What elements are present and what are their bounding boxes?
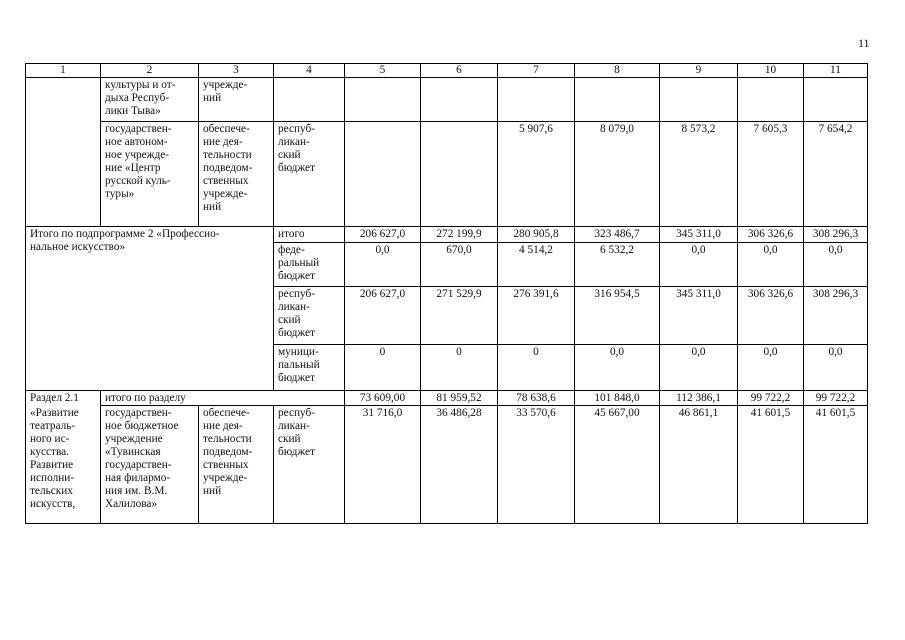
value-cell: 0 xyxy=(498,345,575,391)
value-cell: 41 601,5 xyxy=(804,406,868,524)
value-cell: 323 486,7 xyxy=(575,227,660,243)
table-row xyxy=(26,78,868,122)
value-cell: 101 848,0 xyxy=(575,391,660,406)
value-cell: 7 605,3 xyxy=(738,122,804,227)
value-cell: 316 954,5 xyxy=(575,287,660,345)
value-cell: 99 722,2 xyxy=(738,391,804,406)
col-header: 10 xyxy=(738,64,804,78)
value-cell: 308 296,3 xyxy=(804,227,868,243)
table-cell xyxy=(26,78,101,227)
value-cell: 99 722,2 xyxy=(804,391,868,406)
value-cell: 7 654,2 xyxy=(804,122,868,227)
budget-source-cell: респуб- ликан- ский бюджет xyxy=(274,122,345,227)
value-cell xyxy=(345,122,421,227)
value-cell: 8 573,2 xyxy=(660,122,738,227)
table-row xyxy=(26,122,868,227)
subprogram-total-label: Итого по подпрограмме 2 «Профессио- нальное искусство» xyxy=(26,227,274,391)
purpose-cell: обеспече- ние дея- тельности подведом- ственных учрежде- ний xyxy=(199,122,274,227)
value-cell: 306 326,6 xyxy=(738,227,804,243)
institution-cell: государствен- ное автоном- ное учрежде- ние «Центр русской куль- туры» xyxy=(101,122,199,227)
budget-table xyxy=(25,63,868,524)
value-cell: 345 311,0 xyxy=(660,227,738,243)
budget-source-cell: респуб- ликан- ский бюджет xyxy=(274,406,345,524)
header-row xyxy=(26,64,868,78)
budget-source-cell: феде- ральный бюджет xyxy=(274,243,345,287)
institution-cell: государствен- ное бюджетное учреждение «Тувинская государствен- ная филармо- ния им. В.М. Халилова» xyxy=(101,406,199,524)
value-cell: 78 638,6 xyxy=(498,391,575,406)
table-cell xyxy=(804,78,868,122)
institution-cell: культуры и от- дыха Респуб- лики Тыва» xyxy=(101,78,199,122)
section-label: Раздел 2.1 xyxy=(26,391,101,406)
value-cell: 0,0 xyxy=(738,243,804,287)
budget-source-cell: респуб- ликан- ский бюджет xyxy=(274,287,345,345)
col-header: 5 xyxy=(345,64,421,78)
section-total-label: итого по разделу xyxy=(101,391,345,406)
value-cell: 6 532,2 xyxy=(575,243,660,287)
value-cell: 0 xyxy=(345,345,421,391)
value-cell: 0,0 xyxy=(660,345,738,391)
value-cell: 280 905,8 xyxy=(498,227,575,243)
table-cell xyxy=(421,78,498,122)
value-cell: 81 959,52 xyxy=(421,391,498,406)
table-row xyxy=(26,227,868,243)
value-cell: 206 627,0 xyxy=(345,227,421,243)
value-cell xyxy=(421,122,498,227)
table-cell xyxy=(738,78,804,122)
col-header: 3 xyxy=(199,64,274,78)
col-header: 4 xyxy=(274,64,345,78)
value-cell: 0 xyxy=(421,345,498,391)
table-cell xyxy=(274,78,345,122)
col-header: 8 xyxy=(575,64,660,78)
table-row xyxy=(26,406,868,524)
value-cell: 206 627,0 xyxy=(345,287,421,345)
col-header: 2 xyxy=(101,64,199,78)
value-cell: 36 486,28 xyxy=(421,406,498,524)
value-cell: 4 514,2 xyxy=(498,243,575,287)
value-cell: 0,0 xyxy=(804,345,868,391)
value-cell: 41 601,5 xyxy=(738,406,804,524)
purpose-cell: учрежде- ний xyxy=(199,78,274,122)
value-cell: 0,0 xyxy=(738,345,804,391)
value-cell: 0,0 xyxy=(660,243,738,287)
col-header: 11 xyxy=(804,64,868,78)
table-cell xyxy=(575,78,660,122)
budget-source-cell: итого xyxy=(274,227,345,243)
budget-source-cell: муници- пальный бюджет xyxy=(274,345,345,391)
value-cell: 5 907,6 xyxy=(498,122,575,227)
value-cell: 0,0 xyxy=(345,243,421,287)
value-cell: 276 391,6 xyxy=(498,287,575,345)
page-number: 11 xyxy=(858,36,870,50)
value-cell: 46 861,1 xyxy=(660,406,738,524)
value-cell: 45 667,00 xyxy=(575,406,660,524)
table-cell xyxy=(498,78,575,122)
col-header: 6 xyxy=(421,64,498,78)
value-cell: 345 311,0 xyxy=(660,287,738,345)
value-cell: 670,0 xyxy=(421,243,498,287)
table-cell xyxy=(345,78,421,122)
value-cell: 33 570,6 xyxy=(498,406,575,524)
col-header: 1 xyxy=(26,64,101,78)
value-cell: 0,0 xyxy=(575,345,660,391)
section-title-cell: «Развитие театраль- ного ис- кусства. Развитие исполни- тельских искусств, xyxy=(26,406,101,524)
table-cell xyxy=(660,78,738,122)
value-cell: 73 609,00 xyxy=(345,391,421,406)
table-row xyxy=(26,391,868,406)
col-header: 7 xyxy=(498,64,575,78)
value-cell: 271 529,9 xyxy=(421,287,498,345)
col-header: 9 xyxy=(660,64,738,78)
value-cell: 308 296,3 xyxy=(804,287,868,345)
value-cell: 31 716,0 xyxy=(345,406,421,524)
purpose-cell: обеспече- ние дея- тельности подведом- ственных учрежде- ний xyxy=(199,406,274,524)
value-cell: 112 386,1 xyxy=(660,391,738,406)
value-cell: 0,0 xyxy=(804,243,868,287)
value-cell: 306 326,6 xyxy=(738,287,804,345)
value-cell: 272 199,9 xyxy=(421,227,498,243)
value-cell: 8 079,0 xyxy=(575,122,660,227)
